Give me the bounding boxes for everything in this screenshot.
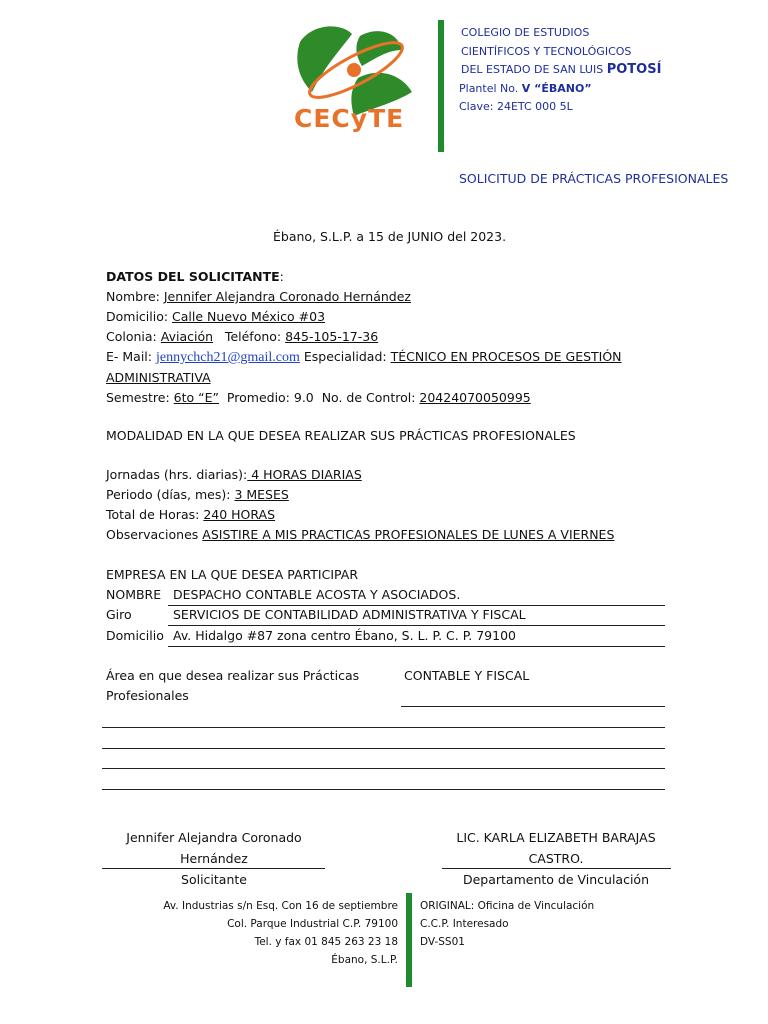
vinculacion-role: Departamento de Vinculación — [462, 872, 650, 887]
periodo-row: Periodo (días, mes): 3 MESES — [106, 487, 289, 502]
solicitante-name-2: Hernández — [180, 851, 248, 866]
total-horas-row: Total de Horas: 240 HORAS — [106, 507, 276, 522]
colonia-telefono-row: Colonia: Aviación Teléfono: 845-105-17-36 — [106, 329, 379, 344]
area-value-line — [401, 706, 665, 707]
nombre-row: Nombre: Jennifer Alejandra Coronado Hernández — [106, 289, 411, 304]
vinculacion-name-1: LIC. KARLA ELIZABETH BARAJAS — [456, 830, 656, 845]
empresa-domicilio-label: Domicilio — [106, 628, 164, 643]
semestre-row: Semestre: 6to “E” Promedio: 9.0 No. de Control: 20424070050995 — [106, 390, 531, 405]
blank-line-4 — [102, 789, 665, 790]
empresa-domicilio-value: Av. Hidalgo #87 zona centro Ébano, S. L. P. C. P. 79100 — [173, 628, 516, 643]
footer-copies — [420, 897, 594, 951]
vinculacion-name-2: CASTRO. — [528, 851, 584, 866]
footer-copy-1: ORIGINAL: Oficina de Vinculación — [420, 900, 595, 912]
blank-line-2 — [102, 748, 665, 749]
empresa-domicilio-line — [168, 646, 665, 647]
cecyte-logo — [290, 20, 420, 140]
solicitante-name-1: Jennifer Alejandra Coronado — [126, 830, 302, 845]
solicitante-section — [106, 267, 706, 408]
footer-address-line-1: Av. Industrias s/n Esq. Con 16 de septiembre — [163, 900, 398, 912]
footer-address-line-2: Col. Parque Industrial C.P. 79100 — [227, 918, 398, 930]
form-title: SOLICITUD DE PRÁCTICAS PROFESIONALES — [459, 171, 729, 186]
footer-copy-2: C.C.P. Interesado — [420, 918, 509, 930]
footer-address-line-4: Ébano, S.L.P. — [331, 954, 398, 966]
email-especialidad-row: E- Mail: jennychch21@gmail.com Especialidad: TÉCNICO EN PROCESOS DE GESTIÓN — [106, 349, 622, 365]
footer-copy-3: DV-SS01 — [420, 936, 465, 948]
area-label-line-1: Área en que desea realizar sus Prácticas — [106, 668, 360, 683]
email-link[interactable]: jennychch21@gmail.com — [155, 350, 300, 365]
area-label — [106, 666, 359, 706]
empresa-nombre-value: DESPACHO CONTABLE ACOSTA Y ASOCIADOS. — [173, 587, 461, 602]
solicitante-role: Solicitante — [181, 872, 247, 887]
place-date: Ébano, S.L.P. a 15 de JUNIO del 2023. — [273, 229, 507, 244]
signature-vinculacion — [442, 827, 670, 890]
blank-line-1 — [102, 727, 665, 728]
signature-solicitante — [102, 827, 326, 890]
institution-line-3: DEL ESTADO DE SAN LUIS POTOSÍ — [461, 62, 662, 77]
signature-line-solicitante — [102, 868, 325, 869]
header-divider-bar — [438, 20, 444, 152]
clave-line: Clave: 24ETC 000 5L — [459, 100, 573, 113]
signature-line-vinculacion — [442, 868, 671, 869]
empresa-nombre-label: NOMBRE — [106, 587, 162, 602]
institution-line-2: CIENTÍFICOS Y TECNOLÓGICOS — [461, 44, 632, 58]
institution-block — [461, 24, 661, 117]
plantel-line: Plantel No. V “ÉBANO” — [459, 81, 592, 95]
especialidad-continuation: ADMINISTRATIVA — [106, 370, 211, 385]
area-value: CONTABLE Y FISCAL — [404, 668, 530, 683]
empresa-heading: EMPRESA EN LA QUE DESEA PARTICIPAR — [106, 567, 359, 582]
domicilio-row: Domicilio: Calle Nuevo México #03 — [106, 309, 326, 324]
footer-divider-bar — [406, 893, 412, 987]
empresa-giro-label: Giro — [106, 607, 132, 622]
jornadas-row: Jornadas (hrs. diarias): 4 HORAS DIARIAS — [106, 467, 362, 482]
observaciones-row: Observaciones ASISTIRE A MIS PRACTICAS PROFESIONALES DE LUNES A VIERNES — [106, 527, 615, 542]
area-label-line-2: Profesionales — [106, 688, 189, 703]
institution-line-1: COLEGIO DE ESTUDIOS — [461, 26, 590, 39]
modalidad-heading: MODALIDAD EN LA QUE DESEA REALIZAR SUS PRÁCTICAS PROFESIONALES — [106, 428, 576, 443]
solicitante-heading: DATOS DEL SOLICITANTE: — [106, 269, 284, 284]
footer-address-line-3: Tel. y fax 01 845 263 23 18 — [254, 936, 398, 948]
blank-line-3 — [102, 768, 665, 769]
modalidad-section — [106, 465, 706, 545]
logo-text: CECyTE — [294, 104, 405, 133]
footer-address — [120, 897, 398, 969]
empresa-giro-value: SERVICIOS DE CONTABILIDAD ADMINISTRATIVA Y FISCAL — [173, 607, 526, 622]
